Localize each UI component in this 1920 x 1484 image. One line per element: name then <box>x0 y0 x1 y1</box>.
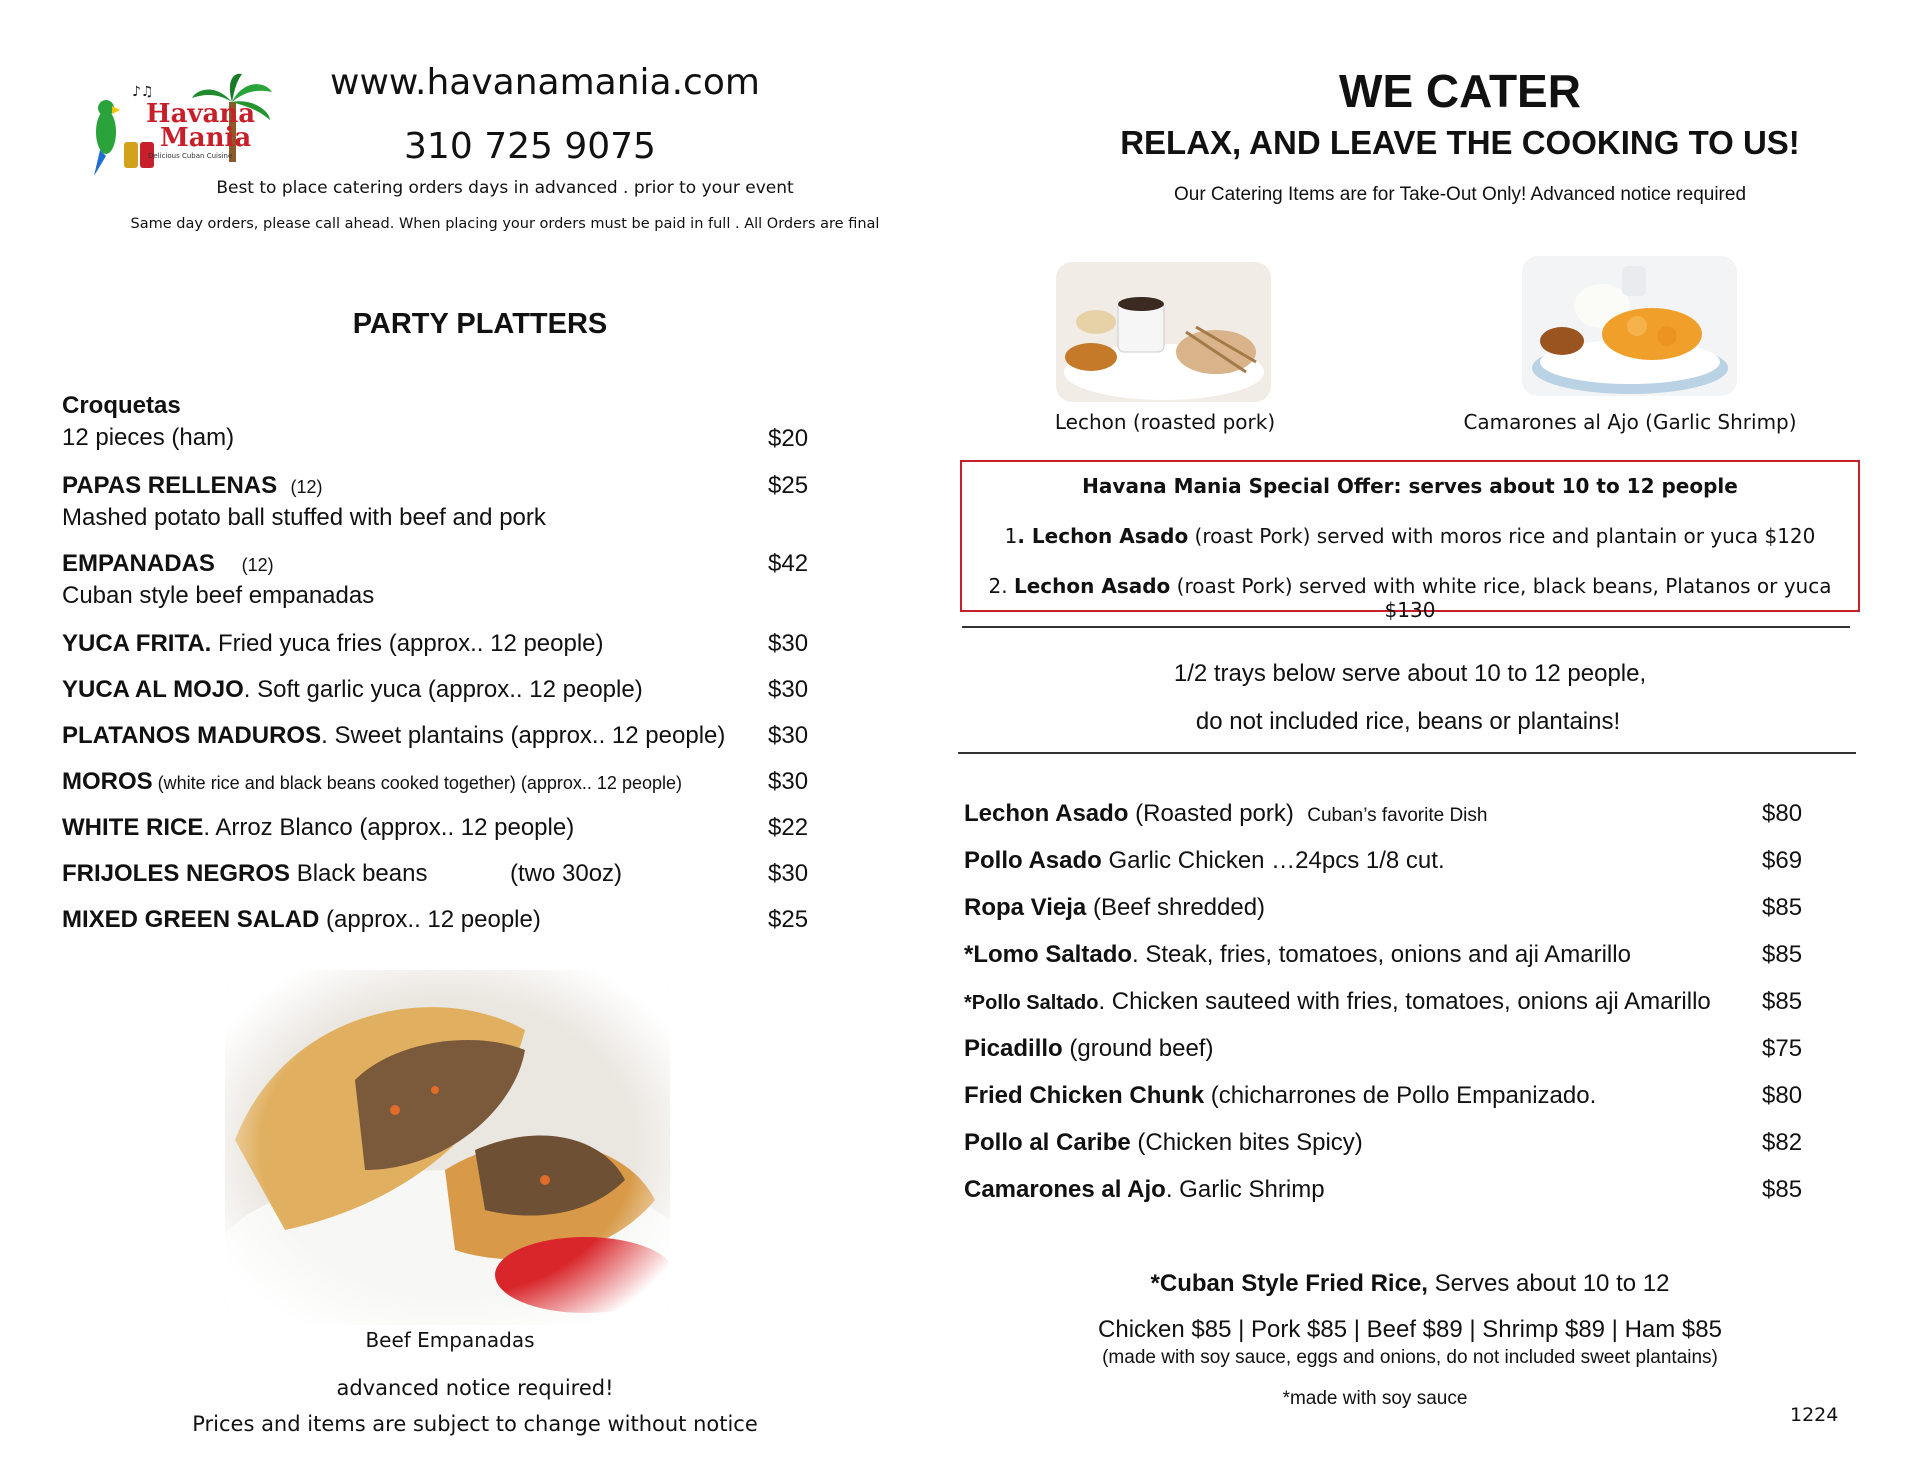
lechon-caption: Lechon (roasted pork) <box>1054 410 1276 434</box>
item-price: $85 <box>1762 1176 1803 1203</box>
item-price: $20 <box>768 425 809 452</box>
item-name: WHITE RICE <box>62 814 204 841</box>
fried-rice-note: (made with soy sauce, eggs and onions, do not included sweet plantains) <box>1102 1347 1718 1368</box>
item-price: $30 <box>768 676 809 703</box>
item-name: *Pollo Saltado <box>964 992 1099 1014</box>
item-price: $30 <box>768 860 809 887</box>
item-name: *Lomo Saltado <box>964 941 1133 968</box>
price-change-notice: Prices and items are subject to change without notice <box>192 1412 758 1436</box>
fried-rice-prices: Chicken $85 | Pork $85 | Beef $89 | Shrimp $89 | Ham $85 <box>1098 1316 1722 1343</box>
tray-item-pollo-asado <box>964 847 1844 875</box>
menu-item-papas-rellenas <box>62 472 822 532</box>
item-desc: . Soft garlic yuca (approx.. 12 people) <box>243 676 643 703</box>
offer-2-name: Lechon Asado <box>1014 574 1171 598</box>
soy-sauce-note: *made with soy sauce <box>1282 1388 1468 1409</box>
same-day-note: Same day orders, please call ahead. When placing your orders must be paid in full . All Orders are final <box>130 216 880 232</box>
divider-top <box>962 626 1850 628</box>
fried-rice-heading <box>1000 1270 1820 1298</box>
menu-item-mixed-green-salad <box>62 906 822 934</box>
item-name: Pollo al Caribe <box>964 1129 1131 1156</box>
item-price: $82 <box>1762 1129 1803 1156</box>
party-platters-title: PARTY PLATTERS <box>352 308 608 340</box>
item-name: Picadillo <box>964 1035 1063 1062</box>
menu-version-code: 1224 <box>1790 1404 1839 1426</box>
tray-item-fried-chicken-chunk <box>964 1082 1844 1110</box>
fried-rice-title: *Cuban Style Fried Rice, <box>1150 1270 1428 1297</box>
item-price: $80 <box>1762 800 1803 827</box>
offer-1-name: . Lechon Asado <box>1017 524 1189 548</box>
relax-subtitle: RELAX, AND LEAVE THE COOKING TO US! <box>1120 124 1800 161</box>
item-price: $69 <box>1762 847 1803 874</box>
takeout-note: Our Catering Items are for Take-Out Only! Advanced notice required <box>1173 184 1747 205</box>
menu-item-yuca-al-mojo <box>62 676 822 704</box>
logo-tagline: Delicious Cuban Cuisine <box>148 152 233 160</box>
item-name: Pollo Asado <box>964 847 1102 874</box>
offer-2-desc: (roast Pork) served with white rice, black beans, Platanos or yuca $130 <box>1170 574 1832 622</box>
offer-1-desc: (roast Pork) served with moros rice and plantain or yuca $120 <box>1188 524 1816 548</box>
trays-note-2: do not included rice, beans or plantains! <box>1195 708 1621 735</box>
item-name: Croquetas <box>62 392 181 419</box>
tray-item-ropa-vieja <box>964 894 1844 922</box>
havana-mania-logo <box>84 72 284 182</box>
item-desc: . Garlic Shrimp <box>1165 1176 1325 1203</box>
item-desc: Fried yuca fries (approx.. 12 people) <box>211 630 604 657</box>
item-extra: (two 30oz) <box>510 860 623 887</box>
beef-empanadas-photo <box>225 970 670 1325</box>
item-price: $30 <box>768 722 809 749</box>
lechon-photo <box>1056 262 1271 402</box>
menu-item-moros <box>62 768 822 796</box>
item-desc: . Steak, fries, tomatoes, onions and aji Amarillo <box>1132 941 1631 968</box>
divider-bottom <box>958 752 1856 754</box>
item-desc: (Beef shredded) <box>1086 894 1266 921</box>
garlic-shrimp-photo <box>1522 256 1737 396</box>
item-desc: Mashed potato ball stuffed with beef and pork <box>62 504 546 531</box>
logo-text-havana: Havana <box>146 99 256 129</box>
item-name: Ropa Vieja <box>964 894 1087 921</box>
item-desc: Garlic Chicken …24pcs 1/8 cut. <box>1101 847 1445 874</box>
trays-note-1: 1/2 trays below serve about 10 to 12 people, <box>1173 660 1647 687</box>
phone-number: 310 725 9075 <box>404 126 656 167</box>
item-name: FRIJOLES NEGROS <box>62 860 291 887</box>
tray-item-picadillo <box>964 1035 1844 1063</box>
empanadas-caption: Beef Empanadas <box>365 1328 535 1352</box>
fried-rice-serves: Serves about 10 to 12 <box>1427 1270 1670 1297</box>
item-price: $85 <box>1762 941 1803 968</box>
logo-text-mania: Mania <box>160 123 252 153</box>
ordering-note: Best to place catering orders days in advanced . prior to your event <box>216 178 794 198</box>
item-desc: Cuban style beef empanadas <box>62 582 375 609</box>
svg-text:♪♫: ♪♫ <box>132 84 154 100</box>
tray-item-lomo-saltado <box>964 941 1844 969</box>
advanced-notice: advanced notice required! <box>336 1376 614 1400</box>
item-desc: (Chicken bites Spicy) <box>1130 1129 1363 1156</box>
item-desc: (ground beef) <box>1062 1035 1214 1062</box>
item-name: PLATANOS MADUROS <box>62 722 322 749</box>
item-price: $85 <box>1762 894 1803 921</box>
menu-item-frijoles-negros <box>62 860 822 888</box>
item-name: Lechon Asado <box>964 800 1129 827</box>
item-name: Camarones al Ajo <box>964 1176 1166 1203</box>
menu-item-white-rice <box>62 814 822 842</box>
shrimp-caption: Camarones al Ajo (Garlic Shrimp) <box>1463 410 1797 434</box>
item-price: $25 <box>768 472 809 499</box>
item-qty: (12) <box>290 477 323 497</box>
menu-item-croquetas <box>62 392 822 452</box>
item-desc: 12 pieces (ham) <box>62 424 235 451</box>
item-price: $42 <box>768 550 809 577</box>
special-offer-box <box>960 460 1860 622</box>
item-desc: (approx.. 12 people) <box>319 906 541 933</box>
item-price: $30 <box>768 768 809 795</box>
item-name: MOROS <box>62 768 153 795</box>
tray-item-pollo-saltado <box>964 988 1844 1016</box>
item-name: PAPAS RELLENAS <box>62 472 278 499</box>
item-desc: . Arroz Blanco (approx.. 12 people) <box>203 814 575 841</box>
offer-1-number: 1 <box>1004 524 1018 548</box>
item-price: $85 <box>1762 988 1803 1015</box>
item-price: $75 <box>1762 1035 1803 1062</box>
we-cater-title: WE CATER <box>1339 65 1581 117</box>
item-desc: (Roasted pork) <box>1128 800 1294 827</box>
offer-line-2 <box>962 574 1858 622</box>
item-desc: (white rice and black beans cooked together) (approx.. 12 people) <box>152 773 682 793</box>
item-name: MIXED GREEN SALAD <box>62 906 320 933</box>
offer-title: Havana Mania Special Offer: serves about 10 to 12 people <box>1082 474 1738 498</box>
menu-item-yuca-frita <box>62 630 822 658</box>
item-name: YUCA AL MOJO <box>62 676 244 703</box>
tray-item-camarones-al-ajo <box>964 1176 1844 1204</box>
offer-2-number: 2. <box>988 574 1014 598</box>
item-price: $30 <box>768 630 809 657</box>
item-name: Fried Chicken Chunk <box>964 1082 1205 1109</box>
tray-item-pollo-al-caribe <box>964 1129 1844 1157</box>
item-name: EMPANADAS <box>62 550 215 577</box>
website-url[interactable]: www.havanamania.com <box>330 62 760 103</box>
item-desc: . Chicken sauteed with fries, tomatoes, onions aji Amarillo <box>1098 988 1711 1015</box>
item-note: Cuban’s favorite Dish <box>1307 805 1488 826</box>
menu-item-empanadas <box>62 550 822 610</box>
item-qty: (12) <box>241 555 274 575</box>
item-price: $22 <box>768 814 809 841</box>
offer-line-1 <box>962 524 1858 548</box>
item-desc: (chicharrones de Pollo Empanizado. <box>1204 1082 1597 1109</box>
tray-item-lechon-asado <box>964 800 1844 828</box>
item-price: $80 <box>1762 1082 1803 1109</box>
item-price: $25 <box>768 906 809 933</box>
menu-item-platanos-maduros <box>62 722 822 750</box>
item-name: YUCA FRITA. <box>62 630 212 657</box>
item-desc: . Sweet plantains (approx.. 12 people) <box>321 722 726 749</box>
item-desc: Black beans <box>290 860 428 887</box>
